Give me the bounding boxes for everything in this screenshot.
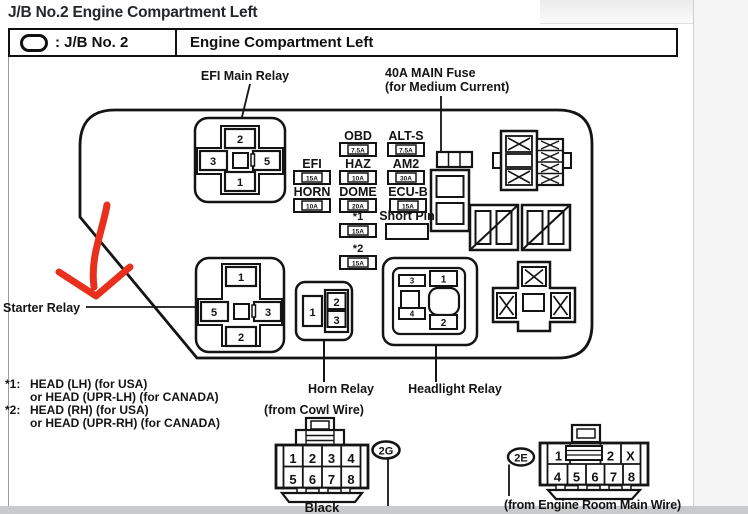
- connector-pin: 1: [554, 448, 563, 464]
- relay-pin: 5: [263, 156, 271, 168]
- connector-pin: 8: [347, 472, 355, 487]
- fuse-note1-label: *1: [352, 211, 364, 223]
- svg-text:2G: 2G: [378, 445, 394, 458]
- fuse-ecub-amp: 15A: [402, 203, 414, 211]
- main-fuse-label-1: 40A MAIN Fuse: [385, 66, 476, 80]
- connector-pin: 3: [327, 451, 336, 466]
- fuse-obd-amp: 7.5A: [351, 147, 365, 155]
- connector-2g-color: Black: [304, 500, 340, 514]
- main-fuse-label-2: (for Medium Current): [385, 80, 510, 94]
- unused-fuse-block-2: [522, 205, 570, 250]
- fuse-note2-label: *2: [352, 243, 364, 255]
- relay-pin: 2: [440, 318, 447, 329]
- efi-main-relay-label: EFI Main Relay: [200, 69, 290, 83]
- short-pin-slot: [386, 224, 428, 239]
- note-text: or HEAD (UPR-LH) (for CANADA): [30, 390, 219, 404]
- note-ref: *2:: [5, 403, 21, 417]
- fuse-note1-amp: 15A: [352, 228, 364, 236]
- starter-relay-label: Starter Relay: [3, 301, 81, 315]
- fuse-am2-label: AM2: [392, 157, 420, 171]
- relay-pin: 1: [309, 307, 316, 319]
- connector-pin: 5: [289, 472, 297, 487]
- relay-pin: 3: [264, 307, 272, 319]
- footnotes: [5, 377, 220, 430]
- relay-pin: 2: [237, 332, 245, 344]
- fuse-am2-amp: 30A: [400, 175, 412, 183]
- svg-text:2E: 2E: [514, 452, 528, 465]
- connector-2e-source: (from Engine Room Main Wire): [504, 498, 681, 512]
- fuse-horn-amp: 10A: [306, 203, 318, 211]
- connector-pin: 4: [347, 451, 355, 466]
- relay-pin: 1: [236, 177, 244, 189]
- horn-relay-label: Horn Relay: [308, 382, 374, 396]
- unused-fuse-block-1: [470, 205, 518, 250]
- relay-pin: 1: [440, 274, 447, 286]
- fuse-efi-amp: 15A: [306, 175, 318, 183]
- connector-pin: 1: [289, 451, 297, 466]
- fuse-dome-amp: 20A: [352, 203, 364, 211]
- fuse-haz-label: HAZ: [345, 157, 371, 171]
- note-text: HEAD (LH) (for USA): [30, 377, 148, 391]
- unused-connector-top-right: [493, 131, 571, 190]
- connector-pin: 5: [572, 469, 581, 485]
- relay-pin: 2: [333, 297, 340, 309]
- fuse-haz-amp: 10A: [352, 175, 364, 183]
- connector-pin: 7: [327, 472, 336, 487]
- connector-pin: 6: [591, 469, 599, 485]
- headlight-relay-label: Headlight Relay: [408, 382, 502, 396]
- relay-pin: 2: [236, 134, 244, 146]
- page-title: J/B No.2 Engine Compartment Left: [8, 4, 258, 21]
- fuse-alts-label: ALT-S: [388, 129, 424, 143]
- legend-title: Engine Compartment Left: [190, 34, 374, 51]
- connector-2g-source: (from Cowl Wire): [264, 403, 364, 417]
- note-text: or HEAD (UPR-RH) (for CANADA): [30, 416, 220, 430]
- relay-pin: 5: [210, 307, 218, 319]
- connector-pin: 7: [609, 469, 618, 485]
- connector-pin: 6: [308, 472, 317, 487]
- short-pin-label: Short Pin: [379, 209, 435, 223]
- fuse-obd-label: OBD: [344, 129, 372, 143]
- fuse-horn-label: HORN: [293, 185, 331, 199]
- note-ref: *1:: [5, 377, 21, 391]
- fuse-note2-amp: 15A: [352, 260, 364, 268]
- relay-pin: 3: [333, 315, 340, 327]
- relay-pin: 4: [409, 309, 415, 319]
- connector-pin-x: X: [626, 448, 635, 464]
- connector-2g: [264, 403, 399, 514]
- legend-symbol-label: : J/B No. 2: [55, 34, 129, 51]
- fuse-efi-label: EFI: [302, 157, 322, 171]
- connector-pin: 2: [308, 451, 317, 466]
- connector-pin: 4: [553, 469, 562, 485]
- relay-pin: 1: [237, 272, 245, 284]
- connector-2e: [504, 425, 681, 512]
- relay-pin: 3: [209, 156, 217, 168]
- fuse-ecub-label: ECU-B: [388, 185, 428, 199]
- note-text: HEAD (RH) (for USA): [30, 403, 149, 417]
- connector-pin: 2: [606, 448, 615, 464]
- relay-pin: 3: [409, 276, 415, 286]
- fuse-dome-label: DOME: [339, 185, 377, 199]
- fuse-alts-amp: 7.5A: [399, 147, 413, 155]
- efi-main-relay: [195, 69, 289, 202]
- connector-pin: 8: [627, 469, 636, 485]
